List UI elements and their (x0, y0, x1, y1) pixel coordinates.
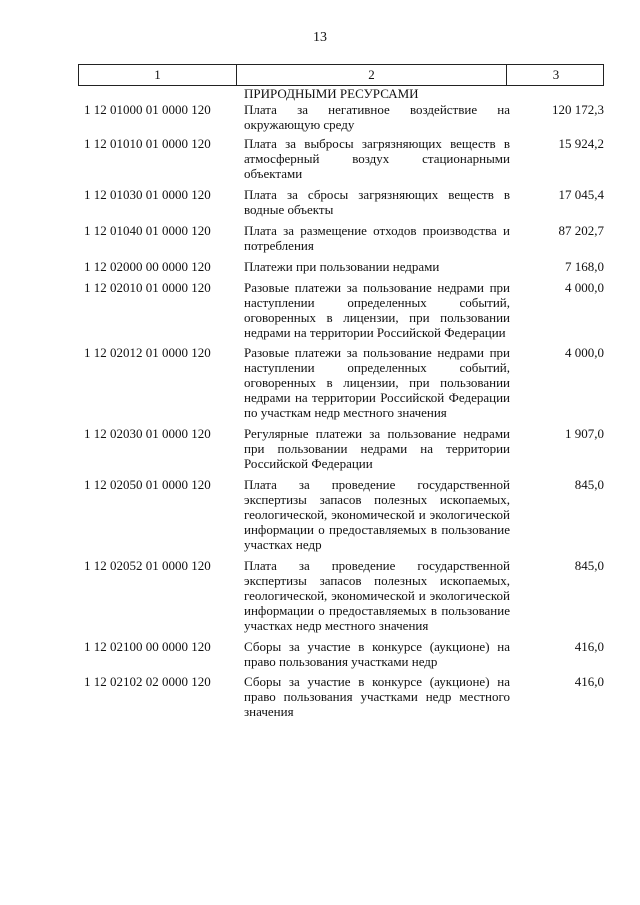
amount-cell: 845,0 (574, 477, 604, 492)
description-cell: Регулярные платежи за пользование недрами при пользовании недрами на территории Российской Федерации (244, 426, 510, 471)
budget-code-cell: 1 12 02100 00 0000 120 (84, 639, 211, 654)
continuation-text: ПРИРОДНЫМИ РЕСУРСАМИ (244, 86, 419, 101)
table-header-row (78, 64, 604, 86)
description-cell: Плата за негативное воздействие на окружающую среду (244, 102, 510, 132)
amount-cell: 15 924,2 (558, 136, 604, 151)
amount-cell: 845,0 (574, 558, 604, 573)
budget-code-cell: 1 12 02000 00 0000 120 (84, 259, 211, 274)
budget-code-cell: 1 12 01030 01 0000 120 (84, 187, 211, 202)
budget-code-cell: 1 12 02012 01 0000 120 (84, 345, 211, 360)
description-cell: Плата за сбросы загрязняющих веществ в водные объекты (244, 187, 510, 217)
table-row (78, 102, 604, 132)
amount-cell: 4 000,0 (565, 345, 604, 360)
table-body (78, 102, 604, 719)
amount-cell: 7 168,0 (565, 259, 604, 274)
amount-cell: 4 000,0 (565, 280, 604, 295)
amount-cell: 416,0 (574, 639, 604, 654)
amount-cell: 416,0 (574, 674, 604, 689)
table-row (78, 280, 604, 340)
page-number: 13 (313, 30, 327, 45)
budget-table (78, 64, 604, 724)
table-row (78, 674, 604, 719)
table-row (78, 558, 604, 633)
table-row (78, 477, 604, 552)
description-cell: Разовые платежи за пользование недрами при наступлении определенных событий, оговоренных в лицензии, при пользовании недрами на территории Российской Федерации (244, 280, 510, 340)
table-row (78, 639, 604, 669)
budget-code-cell: 1 12 02030 01 0000 120 (84, 426, 211, 441)
column-header-1: 1 (154, 67, 161, 82)
table-row (78, 136, 604, 181)
budget-code-cell: 1 12 01000 01 0000 120 (84, 102, 211, 117)
column-header-3: 3 (506, 65, 605, 85)
table-row (78, 187, 604, 217)
amount-cell: 120 172,3 (552, 102, 604, 117)
description-cell: Плата за проведение государственной экспертизы запасов полезных ископаемых, геологической, экономической и экологической информации о предоставляемых в пользование участках недр (244, 477, 510, 552)
description-cell: Плата за проведение государственной экспертизы запасов полезных ископаемых, геологической, экономической и экологической информации о предоставляемых в пользование участках недр местного значения (244, 558, 510, 633)
amount-cell: 87 202,7 (558, 223, 604, 238)
table-row (78, 259, 604, 274)
table-row (78, 426, 604, 471)
column-header-2: 2 (236, 65, 506, 85)
description-cell: Сборы за участие в конкурсе (аукционе) на право пользования участками недр местного значения (244, 674, 510, 719)
amount-cell: 1 907,0 (565, 426, 604, 441)
description-cell: Плата за выбросы загрязняющих веществ в атмосферный воздух стационарными объектами (244, 136, 510, 181)
budget-code-cell: 1 12 02102 02 0000 120 (84, 674, 211, 689)
budget-code-cell: 1 12 01010 01 0000 120 (84, 136, 211, 151)
description-cell: Плата за размещение отходов производства и потребления (244, 223, 510, 253)
budget-code-cell: 1 12 01040 01 0000 120 (84, 223, 211, 238)
budget-code-cell: 1 12 02050 01 0000 120 (84, 477, 211, 492)
budget-code-cell: 1 12 02010 01 0000 120 (84, 280, 211, 295)
description-cell: Разовые платежи за пользование недрами при наступлении определенных событий, оговоренных в лицензии, при пользовании недрами на территории Российской Федерации по участкам недр местного значения (244, 345, 510, 420)
budget-code-cell: 1 12 02052 01 0000 120 (84, 558, 211, 573)
table-row (78, 223, 604, 253)
description-cell: Сборы за участие в конкурсе (аукционе) на право пользования участками недр (244, 639, 510, 669)
amount-cell: 17 045,4 (558, 187, 604, 202)
description-cell: Платежи при пользовании недрами (244, 259, 440, 274)
table-row (78, 345, 604, 420)
